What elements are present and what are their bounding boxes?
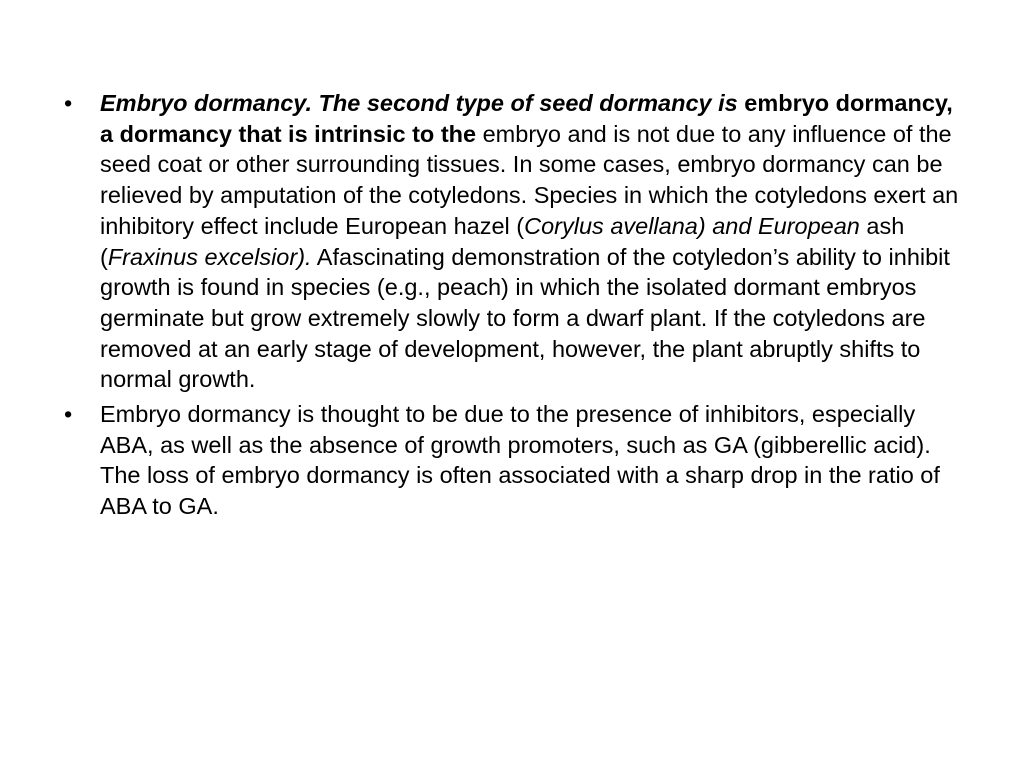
body-text-run: Afascinating demonstration of the cotyledon’s ability to inhibit growth is found in species (e.g., peach) in which the isolated dormant embryos germinate but grow extremely slowly to form a dwarf plant. If the cotyledons are removed at an early stage of development, however, the plant abruptly shifts to normal growth.	[100, 243, 950, 393]
bullet-marker: •	[64, 401, 73, 428]
bullet-inhibitors-aba-ga	[58, 399, 970, 522]
species-name-run: Corylus avellana) and European	[524, 212, 860, 239]
bullet-marker: •	[64, 90, 73, 116]
body-text-run: embryo and is not due to any influence of the seed coat or other surrounding tissues. In some cases, embryo dormancy can be relieved by amputation of the cotyledons. Species in which the cotyledons exert an inhibitory effect include European hazel (	[100, 120, 959, 239]
body-text-run: Embryo dormancy is thought to be due to the presence of inhibitors, especially ABA, as well as the absence of growth promoters, such as GA (gibberellic acid). The loss of embryo dormancy is often associated with a sharp drop in the ratio of ABA to GA.	[100, 401, 940, 520]
bullet-list	[58, 88, 970, 526]
heading-run: Embryo dormancy. The second type of seed dormancy is	[100, 90, 745, 116]
bullet-embryo-dormancy-definition	[58, 88, 970, 395]
body-text-run: ash (	[100, 212, 905, 270]
definition-run: embryo dormancy, a dormancy that is intrinsic to the	[100, 90, 953, 147]
species-name-run: Fraxinus excelsior).	[107, 243, 312, 270]
